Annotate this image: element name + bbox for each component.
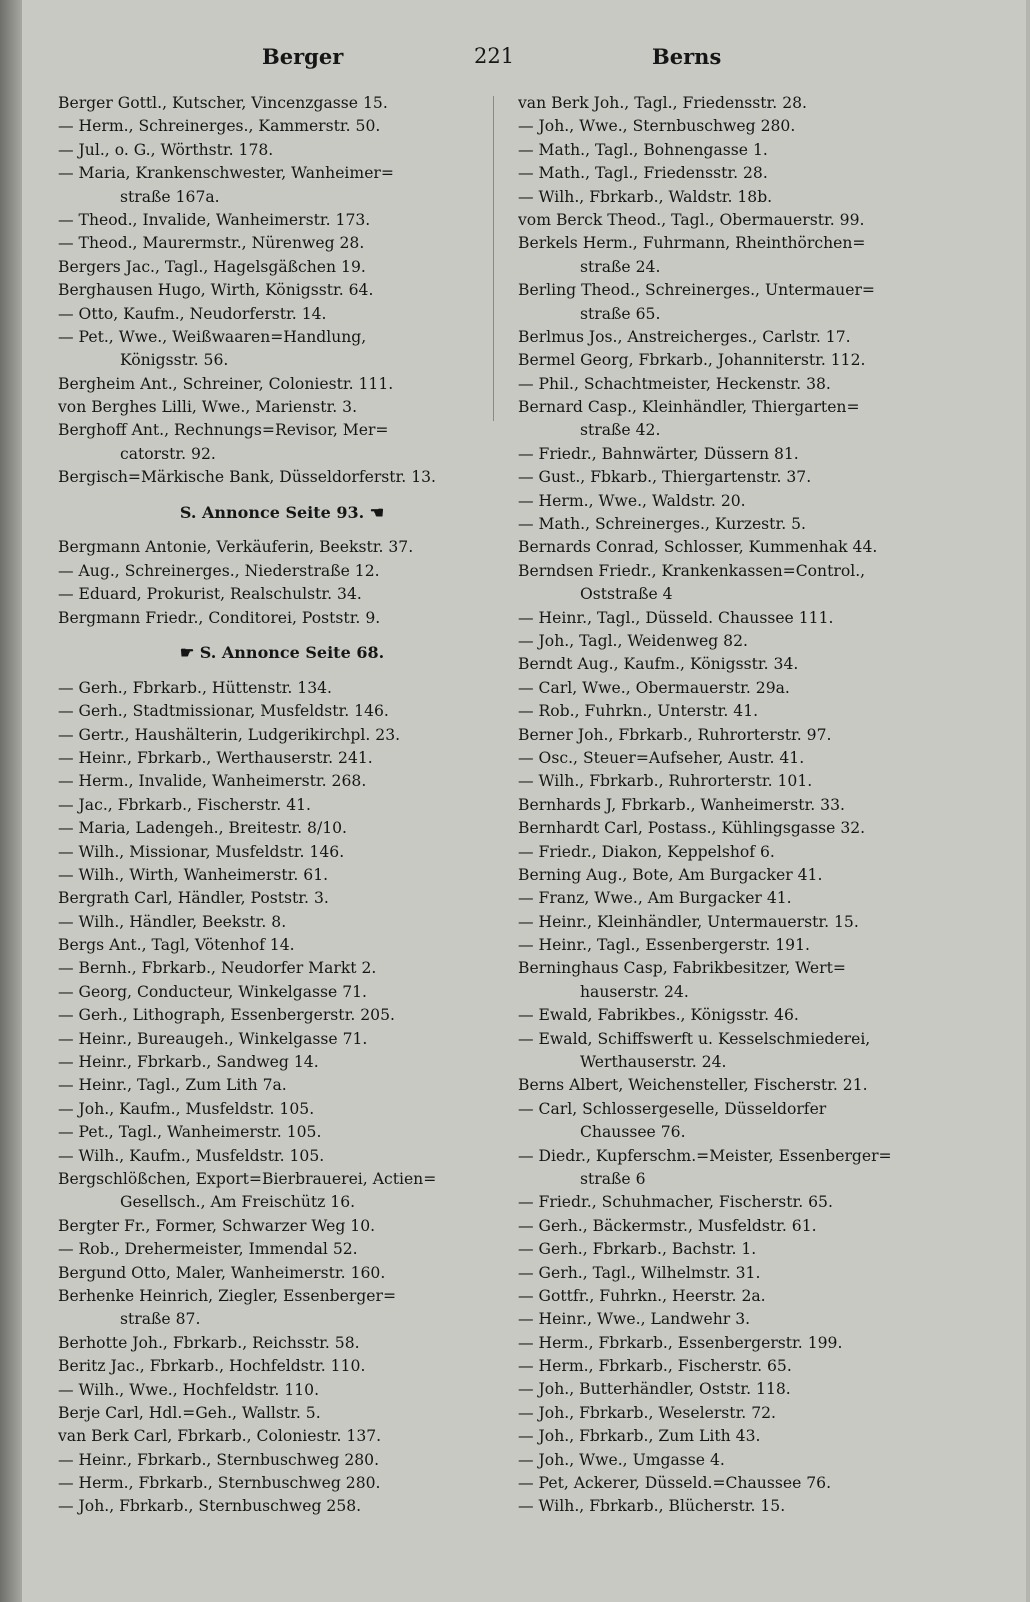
directory-entry: — Heinr., Tagl., Essenbergerstr. 191.	[518, 936, 810, 955]
directory-entry: — Heinr., Fbrkarb., Werthauserstr. 241.	[58, 748, 373, 767]
directory-entry: — Pet, Ackerer, Düsseld.=Chaussee 76.	[518, 1474, 832, 1493]
directory-entry: — Pet., Wwe., Weißwaaren=Handlung,	[58, 327, 367, 346]
directory-entry: Berhotte Joh., Fbrkarb., Reichsstr. 58.	[58, 1333, 360, 1352]
directory-entry: Berghausen Hugo, Wirth, Königsstr. 64.	[58, 281, 374, 300]
directory-entry: — Gerh., Stadtmissionar, Musfeldstr. 146.	[58, 702, 389, 721]
directory-entry: — Herm., Fbrkarb., Fischerstr. 65.	[518, 1357, 792, 1376]
directory-entry: — Math., Tagl., Friedensstr. 28.	[518, 164, 768, 183]
directory-entry: — Heinr., Bureaugeh., Winkelgasse 71.	[58, 1029, 368, 1048]
directory-entry: — Eduard, Prokurist, Realschulstr. 34.	[58, 585, 362, 604]
directory-entry: — Herm., Wwe., Waldstr. 20.	[518, 491, 746, 510]
page-header	[22, 38, 1026, 78]
entry-continuation: straße 6	[580, 1169, 646, 1188]
directory-entry: Berns Albert, Weichensteller, Fischerstr. 21.	[518, 1076, 868, 1095]
directory-entry: — Joh., Fbrkarb., Weselerstr. 72.	[518, 1403, 777, 1422]
entry-continuation: Werthauserstr. 24.	[580, 1053, 727, 1072]
directory-entry: — Joh., Kaufm., Musfeldstr. 105.	[58, 1099, 315, 1118]
directory-entry: — Wilh., Wwe., Hochfeldstr. 110.	[58, 1380, 320, 1399]
directory-entry: — Joh., Wwe., Umgasse 4.	[518, 1450, 725, 1469]
directory-entry: — Gust., Fbkarb., Thiergartenstr. 37.	[518, 468, 812, 487]
directory-entry: — Rob., Fuhrkn., Unterstr. 41.	[518, 702, 759, 721]
directory-entry: — Theod., Invalide, Wanheimerstr. 173.	[58, 210, 371, 229]
directory-entry: — Joh., Fbrkarb., Zum Lith 43.	[518, 1427, 761, 1446]
entry-continuation: Chaussee 76.	[580, 1123, 686, 1142]
directory-entry: Bergisch=Märkische Bank, Düsseldorferstr. 13.	[58, 468, 437, 487]
directory-entry: — Gerh., Tagl., Wilhelmstr. 31.	[518, 1263, 761, 1282]
directory-entry: Berner Joh., Fbrkarb., Ruhrorterstr. 97.	[518, 725, 832, 744]
directory-entry: Bergund Otto, Maler, Wanheimerstr. 160.	[58, 1263, 386, 1282]
directory-entry: — Joh., Tagl., Weidenweg 82.	[518, 631, 748, 650]
directory-entry: Bernard Casp., Kleinhändler, Thiergarten=	[518, 398, 860, 417]
annonce-reference: S. Annonce Seite 93. ☚	[179, 502, 385, 522]
directory-entry: — Rob., Drehermeister, Immendal 52.	[58, 1240, 358, 1259]
directory-entry: — Wilh., Missionar, Musfeldstr. 146.	[58, 842, 345, 861]
directory-entry: — Wilh., Wirth, Wanheimerstr. 61.	[58, 865, 329, 884]
directory-entry: — Jul., o. G., Wörthstr. 178.	[58, 140, 274, 159]
page-number: 221	[474, 44, 515, 68]
directory-entry: Berndt Aug., Kaufm., Königsstr. 34.	[518, 655, 799, 674]
directory-entry: Berhenke Heinrich, Ziegler, Essenberger=	[58, 1286, 397, 1305]
directory-entry: Bergers Jac., Tagl., Hagelsgäßchen 19.	[58, 257, 366, 276]
entry-continuation: straße 24.	[580, 257, 661, 276]
directory-entry: — Math., Tagl., Bohnengasse 1.	[518, 140, 768, 159]
directory-entry: Berlmus Jos., Anstreicherges., Carlstr. 17.	[518, 327, 851, 346]
directory-entry: — Friedr., Bahnwärter, Düssern 81.	[518, 444, 799, 463]
directory-entry: Berndsen Friedr., Krankenkassen=Control.,	[518, 561, 866, 580]
directory-entry: Berling Theod., Schreinerges., Untermauer=	[518, 281, 875, 300]
directory-entry: — Joh., Fbrkarb., Sternbuschweg 258.	[58, 1497, 362, 1516]
directory-entry: — Ewald, Schiffswerft u. Kesselschmiederei,	[518, 1029, 871, 1048]
directory-entry: — Heinr., Tagl., Zum Lith 7a.	[58, 1076, 287, 1095]
directory-entry: — Gottfr., Fuhrkn., Heerstr. 2a.	[518, 1286, 766, 1305]
directory-entry: — Wilh., Fbrkarb., Ruhrorterstr. 101.	[518, 772, 813, 791]
directory-entry: Bernhards J, Fbrkarb., Wanheimerstr. 33.	[518, 795, 845, 814]
directory-entry: — Ewald, Fabrikbes., Königsstr. 46.	[518, 1006, 799, 1025]
directory-entry: — Otto, Kaufm., Neudorferstr. 14.	[58, 304, 327, 323]
right-column	[518, 92, 1008, 1519]
directory-entry: Bergmann Friedr., Conditorei, Poststr. 9.	[58, 608, 381, 627]
directory-entry: — Wilh., Händler, Beekstr. 8.	[58, 912, 287, 931]
directory-entry: — Joh., Butterhändler, Oststr. 118.	[518, 1380, 791, 1399]
directory-entry: — Gerh., Lithograph, Essenbergerstr. 205.	[58, 1006, 395, 1025]
directory-entry: Berninghaus Casp, Fabrikbesitzer, Wert=	[518, 959, 846, 978]
directory-entry: — Heinr., Fbrkarb., Sternbuschweg 280.	[58, 1450, 380, 1469]
directory-entry: — Heinr., Tagl., Düsseld. Chaussee 111.	[518, 608, 834, 627]
directory-entry: — Heinr., Fbrkarb., Sandweg 14.	[58, 1053, 319, 1072]
directory-entry: Bergter Fr., Former, Schwarzer Weg 10.	[58, 1216, 376, 1235]
directory-entry: — Joh., Wwe., Sternbuschweg 280.	[518, 117, 796, 136]
directory-entry: Bergrath Carl, Händler, Poststr. 3.	[58, 889, 329, 908]
directory-entry: — Heinr., Wwe., Landwehr 3.	[518, 1310, 751, 1329]
entry-continuation: straße 65.	[580, 304, 661, 323]
directory-entry: — Theod., Maurermstr., Nürenweg 28.	[58, 234, 365, 253]
directory-entry: — Heinr., Kleinhändler, Untermauerstr. 15.	[518, 912, 859, 931]
directory-entry: Bernhardt Carl, Postass., Kühlingsgasse 32.	[518, 819, 866, 838]
directory-entry: — Gertr., Haushälterin, Ludgerikirchpl. 23.	[58, 725, 401, 744]
directory-entry: van Berk Carl, Fbrkarb., Coloniestr. 137.	[58, 1427, 382, 1446]
annonce-reference: ☛ S. Annonce Seite 68.	[179, 643, 385, 662]
header-first-name: Berger	[262, 44, 344, 69]
header-last-name: Berns	[652, 44, 722, 69]
left-column	[58, 92, 506, 1519]
directory-entry: Berning Aug., Bote, Am Burgacker 41.	[518, 865, 823, 884]
directory-entry: van Berk Joh., Tagl., Friedensstr. 28.	[518, 94, 808, 112]
directory-entry: — Friedr., Diakon, Keppelshof 6.	[518, 842, 775, 861]
directory-entry: — Herm., Fbrkarb., Essenbergerstr. 199.	[518, 1333, 843, 1352]
directory-entry: Bergheim Ant., Schreiner, Coloniestr. 111.	[58, 374, 394, 393]
directory-entry: Beritz Jac., Fbrkarb., Hochfeldstr. 110.	[58, 1357, 366, 1376]
book-spine-shadow	[0, 0, 22, 1602]
entry-continuation: catorstr. 92.	[120, 444, 216, 463]
directory-entry: — Franz, Wwe., Am Burgacker 41.	[518, 889, 792, 908]
directory-entry: Bergmann Antonie, Verkäuferin, Beekstr. 37.	[58, 538, 414, 557]
entry-continuation: Oststraße 4	[580, 585, 673, 604]
directory-entry: — Herm., Schreinerges., Kammerstr. 50.	[58, 117, 381, 136]
directory-entry: Berghoff Ant., Rechnungs=Revisor, Mer=	[58, 421, 389, 440]
directory-entry: Bermel Georg, Fbrkarb., Johanniterstr. 112.	[518, 351, 866, 370]
entry-continuation: straße 167a.	[120, 187, 220, 206]
directory-entry: — Phil., Schachtmeister, Heckenstr. 38.	[518, 374, 831, 393]
directory-entry: — Pet., Tagl., Wanheimerstr. 105.	[58, 1123, 322, 1142]
directory-entry: — Gerh., Fbrkarb., Bachstr. 1.	[518, 1240, 757, 1259]
directory-entry: — Herm., Invalide, Wanheimerstr. 268.	[58, 772, 367, 791]
directory-entry: — Carl, Wwe., Obermauerstr. 29a.	[518, 678, 790, 697]
entry-continuation: Gesellsch., Am Freischütz 16.	[120, 1193, 356, 1212]
directory-entry: — Math., Schreinerges., Kurzestr. 5.	[518, 515, 806, 534]
directory-entry: — Diedr., Kupferschm.=Meister, Essenberger=	[518, 1146, 892, 1165]
entry-continuation: Königsstr. 56.	[120, 351, 229, 370]
directory-entry: — Aug., Schreinerges., Niederstraße 12.	[58, 561, 380, 580]
directory-entry: — Jac., Fbrkarb., Fischerstr. 41.	[58, 795, 312, 814]
directory-entry: — Carl, Schlossergeselle, Düsseldorfer	[518, 1099, 827, 1118]
directory-entry: — Maria, Ladengeh., Breitestr. 8/10.	[58, 819, 348, 838]
entry-continuation: straße 87.	[120, 1310, 201, 1329]
directory-entry: — Herm., Fbrkarb., Sternbuschweg 280.	[58, 1474, 381, 1493]
directory-entry: — Gerh., Fbrkarb., Hüttenstr. 134.	[58, 678, 333, 697]
directory-entry: — Maria, Krankenschwester, Wanheimer=	[58, 164, 394, 183]
directory-entry: Berje Carl, Hdl.=Geh., Wallstr. 5.	[58, 1403, 321, 1422]
directory-entry: — Georg, Conducteur, Winkelgasse 71.	[58, 982, 368, 1001]
directory-entry: — Wilh., Fbrkarb., Waldstr. 18b.	[518, 187, 773, 206]
directory-entry: — Bernh., Fbrkarb., Neudorfer Markt 2.	[58, 959, 377, 978]
directory-entry: — Osc., Steuer=Aufseher, Austr. 41.	[518, 748, 805, 767]
directory-entry: Berger Gottl., Kutscher, Vincenzgasse 15.	[58, 94, 388, 112]
entry-continuation: hauserstr. 24.	[580, 982, 689, 1001]
directory-entry: vom Berck Theod., Tagl., Obermauerstr. 99.	[518, 210, 865, 229]
directory-entry: Bergschlößchen, Export=Bierbrauerei, Actien=	[58, 1170, 437, 1188]
entry-continuation: straße 42.	[580, 421, 661, 440]
directory-entry: Berkels Herm., Fuhrmann, Rheinthörchen=	[518, 234, 866, 253]
directory-entry: von Berghes Lilli, Wwe., Marienstr. 3.	[58, 398, 358, 417]
directory-entry: Bergs Ant., Tagl, Vötenhof 14.	[58, 936, 295, 955]
directory-page	[22, 0, 1026, 1602]
directory-entry: — Friedr., Schuhmacher, Fischerstr. 65.	[518, 1193, 833, 1212]
directory-entry: — Wilh., Kaufm., Musfeldstr. 105.	[58, 1146, 325, 1165]
directory-entry: Bernards Conrad, Schlosser, Kummenhak 44.	[518, 538, 878, 557]
directory-entry: — Wilh., Fbrkarb., Blücherstr. 15.	[518, 1497, 786, 1516]
directory-entry: — Gerh., Bäckermstr., Musfeldstr. 61.	[518, 1216, 817, 1235]
